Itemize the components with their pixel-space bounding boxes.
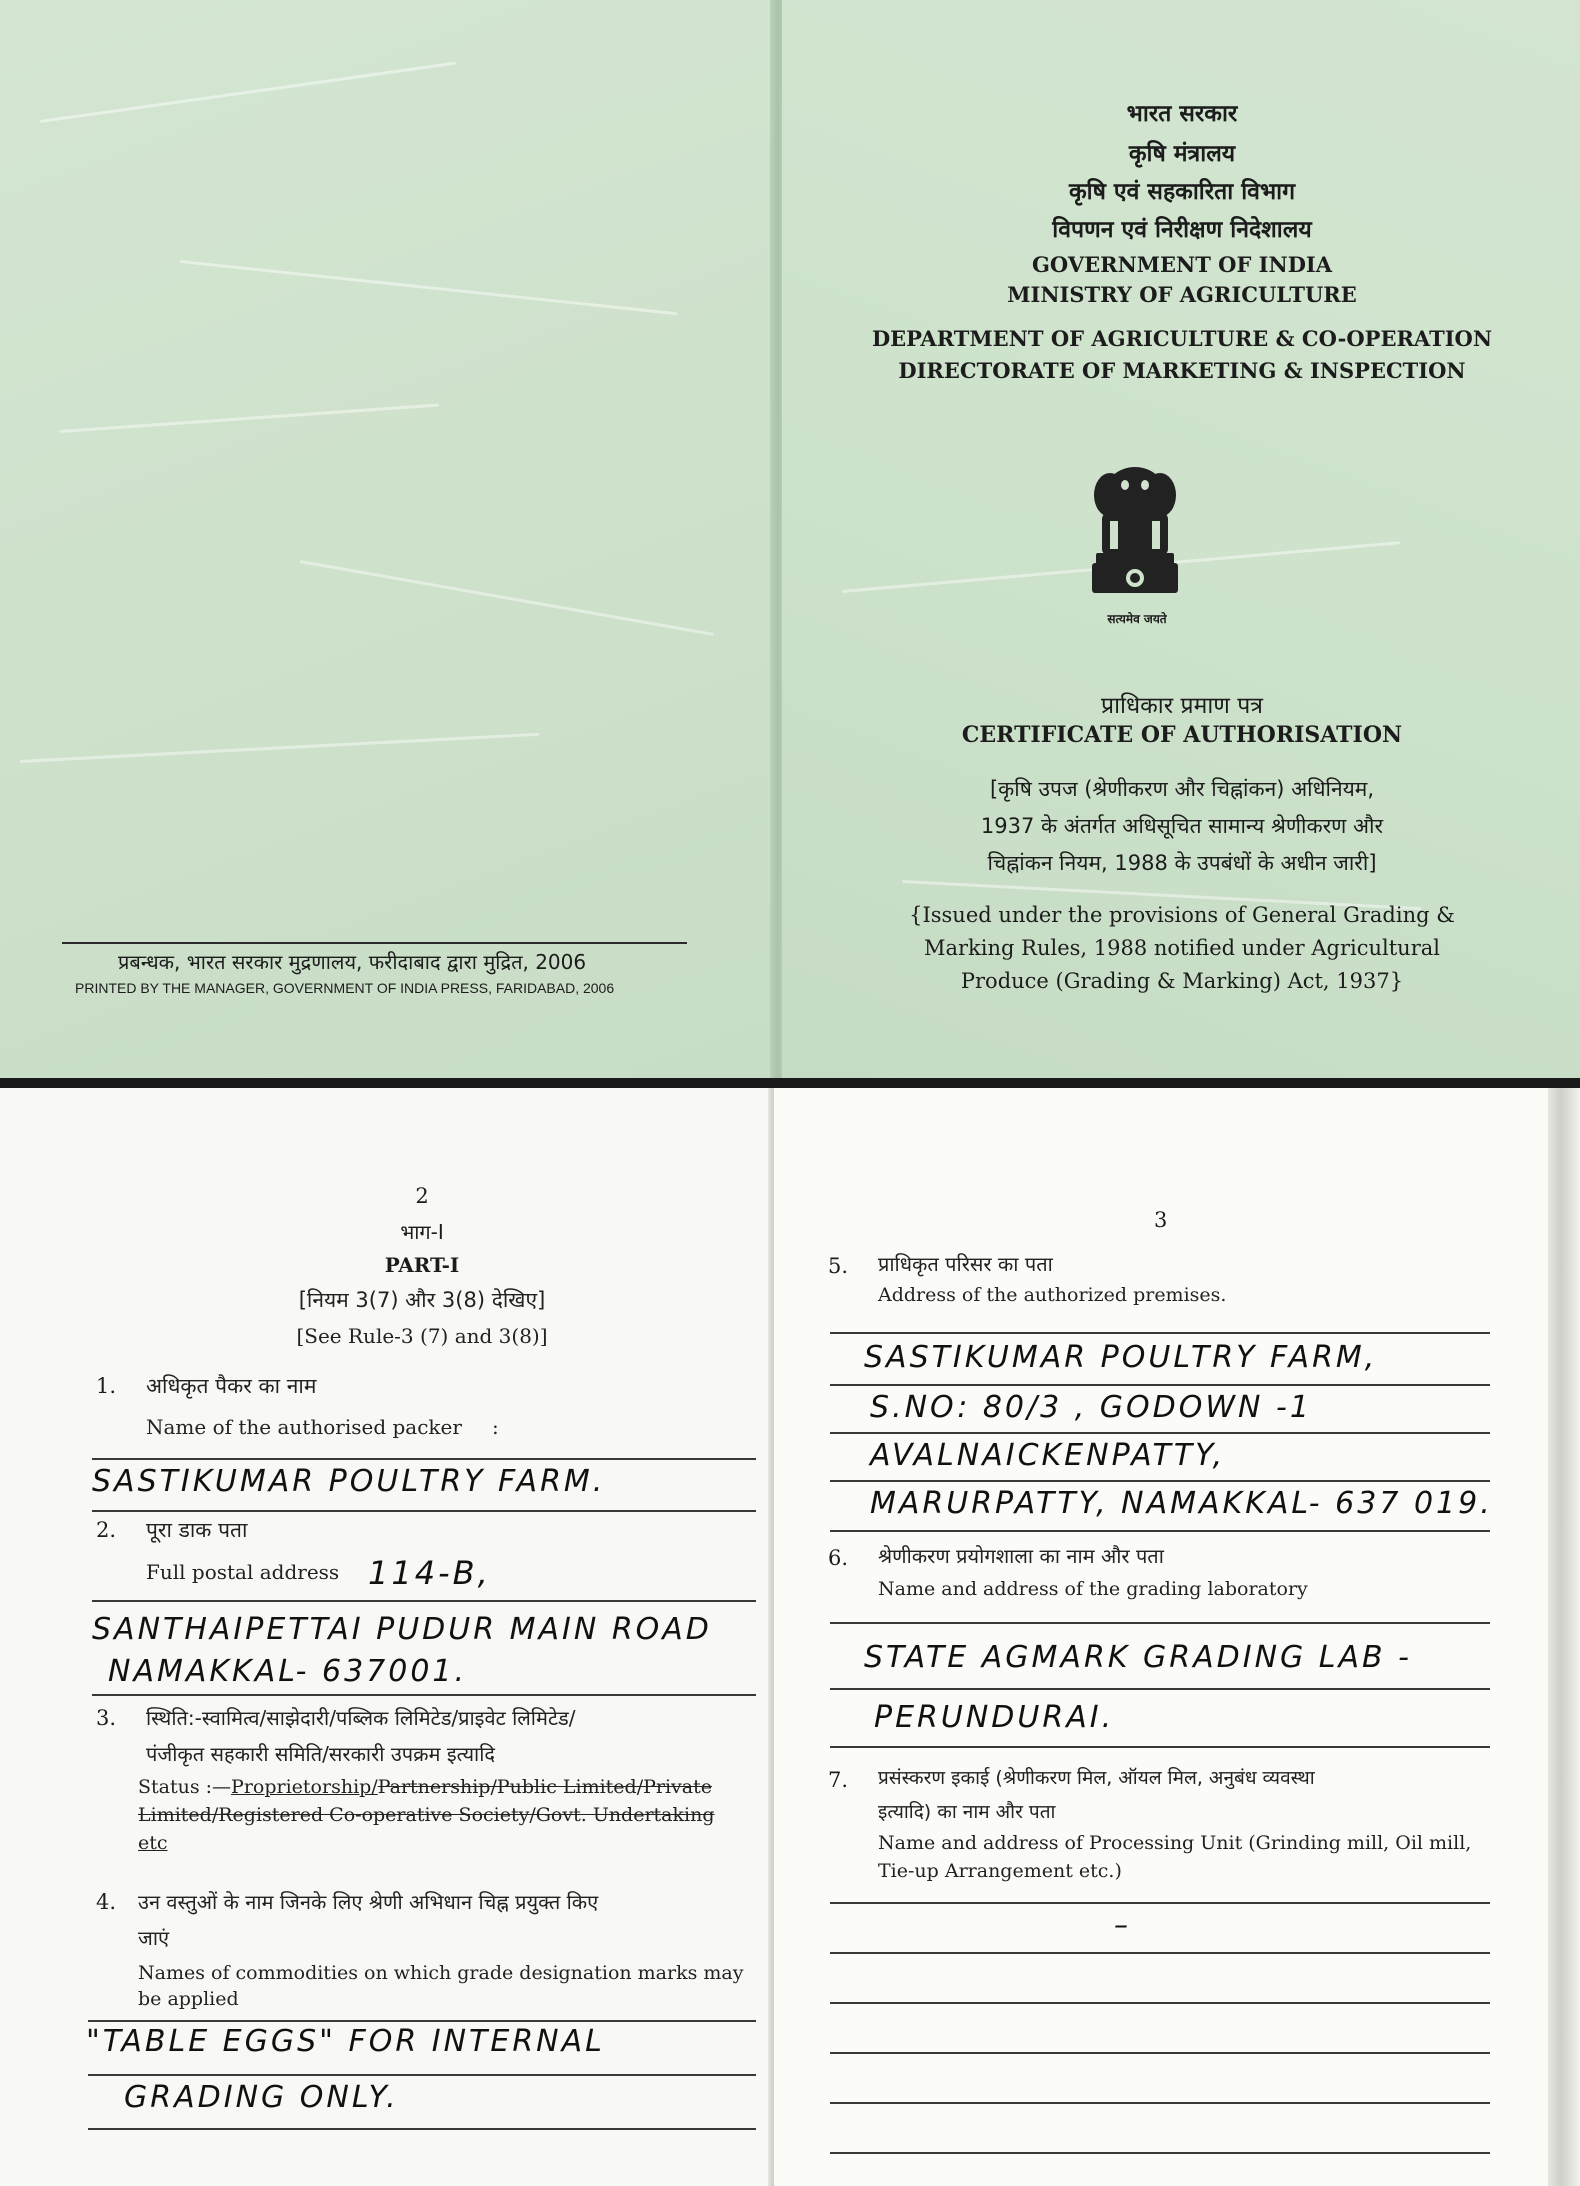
postal-address-line-1: 114-B, xyxy=(368,1554,491,1592)
item-7-english-1: Name and address of Processing Unit (Grinding mill, Oil mill, xyxy=(878,1832,1472,1854)
processing-unit-value: – xyxy=(1114,1908,1131,1941)
issued-english-line-1: {Issued under the provisions of General Grading & xyxy=(909,903,1455,927)
item-5-rule-5 xyxy=(830,1530,1490,1532)
rule-hindi: [नियम 3(7) और 3(8) देखिए] xyxy=(298,1288,546,1312)
postal-address-line-2: SANTHAIPETTAI PUDUR MAIN ROAD xyxy=(92,1612,712,1647)
issued-english-line-3: Produce (Grading & Marking) Act, 1937} xyxy=(960,969,1404,993)
item-6-hindi: श्रेणीकरण प्रयोगशाला का नाम और पता xyxy=(878,1544,1164,1568)
issued-hindi-line-1: [कृषि उपज (श्रेणीकरण और चिह्नांकन) अधिनियम, xyxy=(989,777,1375,801)
premises-address-line-2: S.NO: 80/3 , GODOWN -1 xyxy=(870,1390,1312,1425)
cover-directorate-title: DIRECTORATE OF MARKETING & INSPECTION xyxy=(898,358,1466,383)
status-struck-2: Limited/Registered Co-operative Society/Govt. Undertaking xyxy=(138,1804,715,1826)
item-1-hindi: अधिकृत पैकर का नाम xyxy=(146,1374,317,1398)
item-6-number: 6. xyxy=(828,1546,849,1570)
item-2-rule-1 xyxy=(92,1600,756,1602)
item-5-rule-4 xyxy=(830,1480,1490,1482)
part-english: PART-I xyxy=(384,1253,460,1277)
grading-lab-value-line-2: PERUNDURAI. xyxy=(874,1700,1115,1735)
item-7-rule-2 xyxy=(830,1952,1490,1954)
item-5-hindi: प्राधिकृत परिसर का पता xyxy=(878,1252,1053,1276)
cover-hindi-line-4: विपणन एवं निरीक्षण निदेशालय xyxy=(1052,217,1312,243)
commodities-value-line-1: "TABLE EGGS" FOR INTERNAL xyxy=(86,2024,605,2059)
postal-address-line-3: NAMAKKAL- 637001. xyxy=(108,1654,468,1689)
item-7-rule-5 xyxy=(830,2102,1490,2104)
certificate-title: CERTIFICATE OF AUTHORISATION xyxy=(961,722,1403,748)
item-7-english-2: Tie-up Arrangement etc.) xyxy=(878,1860,1122,1882)
premises-address-line-3: AVALNAICKENPATTY, xyxy=(870,1438,1226,1473)
item-7-rule-6 xyxy=(830,2152,1490,2154)
item-7-rule-4 xyxy=(830,2052,1490,2054)
cover-ministry-title: MINISTRY OF AGRICULTURE xyxy=(1007,282,1357,307)
status-etc: etc xyxy=(138,1832,168,1854)
item-3-hindi-1: स्थिति:-स्वामित्व/साझेदारी/पब्लिक लिमिटेड/प्राइवेट लिमिटेड/ xyxy=(146,1706,576,1730)
item-3-status xyxy=(138,1776,712,1798)
item-4-english-2: be applied xyxy=(138,1988,239,2010)
item-1-colon: : xyxy=(492,1415,499,1439)
national-emblem-icon xyxy=(1080,455,1190,625)
item-4-number: 4. xyxy=(96,1890,117,1914)
item-7-number: 7. xyxy=(828,1768,849,1792)
status-selected: Proprietorship/ xyxy=(231,1776,378,1798)
item-7-rule-1 xyxy=(830,1902,1490,1904)
item-2-english: Full postal address xyxy=(146,1560,340,1584)
status-struck-1: Partnership/Public Limited/Private xyxy=(377,1776,713,1798)
item-3-hindi-2: पंजीकृत सहकारी समिति/सरकारी उपक्रम इत्यादि xyxy=(146,1742,496,1766)
item-5-number: 5. xyxy=(828,1254,849,1278)
imprint-rule xyxy=(62,942,687,944)
item-4-rule-3 xyxy=(88,2128,756,2130)
scan-divider xyxy=(0,1078,1580,1088)
cover-department-title: DEPARTMENT OF AGRICULTURE & CO-OPERATION xyxy=(871,326,1493,351)
cover-hindi-line-2: कृषि मंत्रालय xyxy=(1128,141,1236,167)
item-7-hindi-2: इत्यादि) का नाम और पता xyxy=(878,1801,1056,1823)
item-5-rule-2 xyxy=(830,1384,1490,1386)
item-5-rule-1 xyxy=(830,1332,1490,1334)
item-6-english: Name and address of the grading laboratory xyxy=(878,1578,1308,1600)
item-1-rule-2 xyxy=(92,1510,756,1512)
grading-lab-value-line-1: STATE AGMARK GRADING LAB - xyxy=(864,1640,1412,1675)
item-4-rule-2 xyxy=(88,2074,756,2076)
page-number: 2 xyxy=(415,1184,429,1208)
cover-hindi-line-3: कृषि एवं सहकारिता विभाग xyxy=(1068,179,1296,205)
item-5-english: Address of the authorized premises. xyxy=(878,1284,1227,1306)
item-6-rule-2 xyxy=(830,1688,1490,1690)
item-4-rule-1 xyxy=(88,2020,756,2022)
item-7-hindi-1: प्रसंस्करण इकाई (श्रेणीकरण मिल, ऑयल मिल, अनुबंध व्यवस्था xyxy=(878,1767,1315,1789)
issued-english-line-2: Marking Rules, 1988 notified under Agricultural xyxy=(924,936,1440,960)
item-6-rule-1 xyxy=(830,1622,1490,1624)
certificate-title-hindi: प्राधिकार प्रमाण पत्र xyxy=(1101,693,1263,719)
item-3-number: 3. xyxy=(96,1706,117,1730)
part-hindi: भाग-I xyxy=(400,1220,444,1244)
item-7-rule-3 xyxy=(830,2002,1490,2004)
item-5-rule-3 xyxy=(830,1432,1490,1434)
packer-name-value: SASTIKUMAR POULTRY FARM. xyxy=(92,1464,606,1499)
issued-hindi-line-2: 1937 के अंतर्गत अधिसूचित सामान्य श्रेणीकरण और xyxy=(980,814,1384,838)
issued-hindi-line-3: चिह्नांकन नियम, 1988 के उपबंधों के अधीन जारी] xyxy=(987,851,1377,875)
item-1-rule-1 xyxy=(92,1458,756,1460)
item-2-hindi: पूरा डाक पता xyxy=(146,1518,248,1542)
back-cover xyxy=(0,0,778,1078)
imprint-english: PRINTED BY THE MANAGER, GOVERNMENT OF INDIA PRESS, FARIDABAD, 2006 xyxy=(75,980,615,996)
cover-hindi-line-1: भारत सरकार xyxy=(1126,101,1238,127)
premises-address-line-4: MARURPATTY, NAMAKKAL- 637 019. xyxy=(870,1486,1493,1521)
page-2 xyxy=(0,1088,772,2186)
page-number: 3 xyxy=(1154,1208,1168,1232)
item-1-english: Name of the authorised packer xyxy=(146,1415,462,1439)
item-2-number: 2. xyxy=(96,1518,117,1542)
status-label: Status :— xyxy=(138,1776,232,1798)
item-4-hindi-2: जाएं xyxy=(138,1926,170,1950)
rule-english: [See Rule-3 (7) and 3(8)] xyxy=(296,1324,548,1348)
motto: सत्यमेव जयते xyxy=(1107,612,1167,626)
cover-gov-title: GOVERNMENT OF INDIA xyxy=(1031,252,1333,277)
page-3 xyxy=(774,1088,1560,2186)
item-6-rule-3 xyxy=(830,1746,1490,1748)
item-2-rule-2 xyxy=(92,1694,756,1696)
imprint-hindi: प्रबन्धक, भारत सरकार मुद्रणालय, फरीदाबाद द्वारा मुद्रित, 2006 xyxy=(118,950,587,974)
item-1-number: 1. xyxy=(96,1374,117,1398)
premises-address-line-1: SASTIKUMAR POULTRY FARM, xyxy=(864,1340,1378,1375)
commodities-value-line-2: GRADING ONLY. xyxy=(124,2080,399,2115)
item-4-hindi-1: उन वस्तुओं के नाम जिनके लिए श्रेणी अभिधान चिह्न प्रयुक्त किए xyxy=(138,1890,599,1914)
item-4-english-1: Names of commodities on which grade designation marks may xyxy=(138,1962,744,1984)
front-cover xyxy=(782,0,1580,1078)
page-edge xyxy=(1548,1088,1580,2186)
